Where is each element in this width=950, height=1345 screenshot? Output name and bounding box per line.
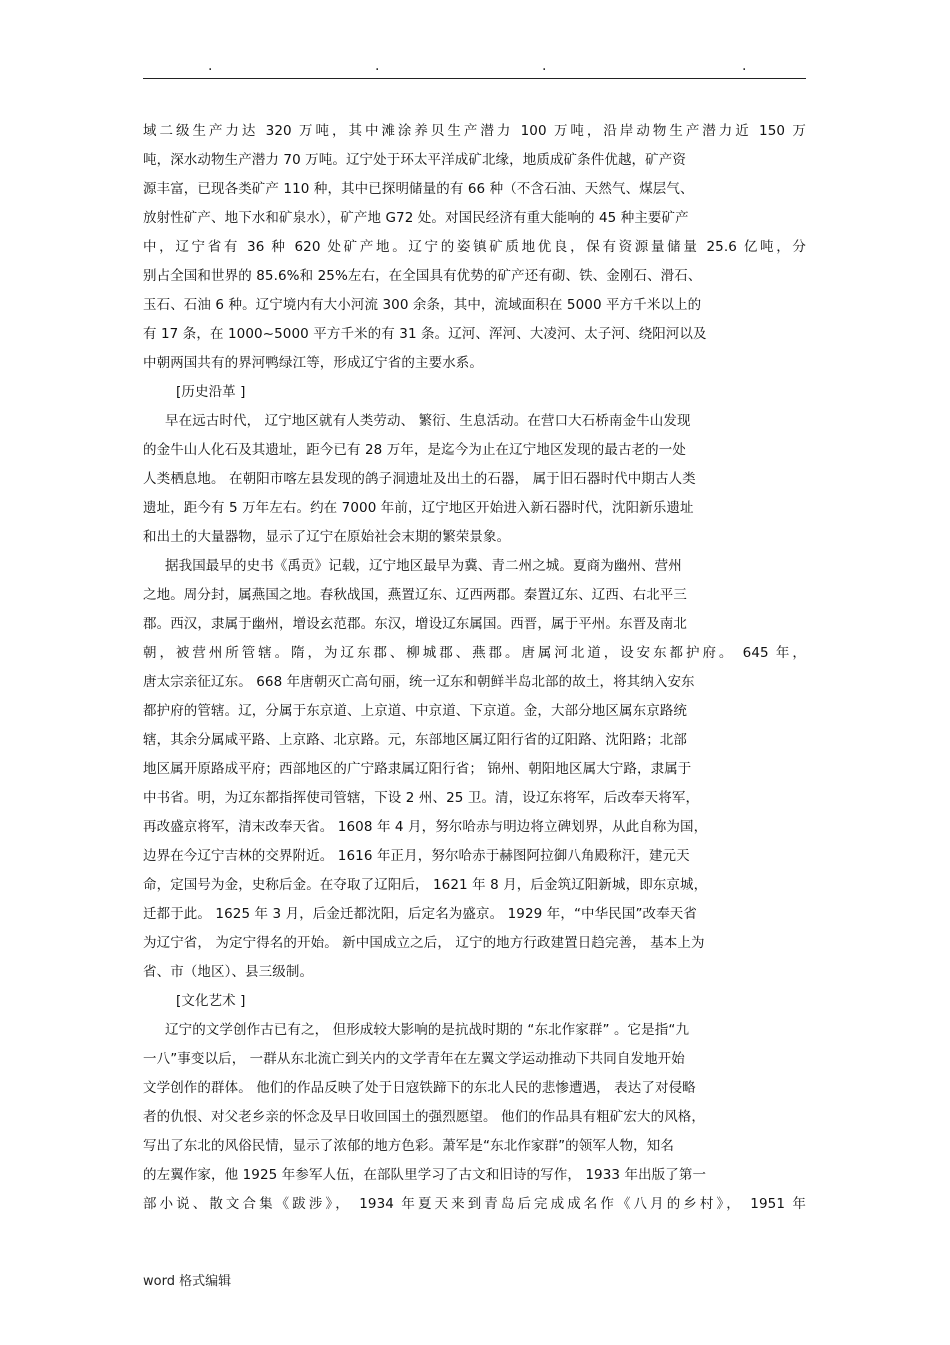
text-line: 中朝两国共有的界河鸭绿江等，形成辽宁省的主要水系。 [143,355,483,371]
text-line: 地区属开原路成平府；西部地区的广宁路隶属辽阳行省； 锦州、朝阳地区属大宁路，隶属于 [143,761,692,777]
text-line: 一八”事变以后， 一群从东北流亡到关内的文学青年在左翼文学运动推动下共同自发地开始 [143,1051,685,1067]
text-line: 域二级生产力达 320 万吨，其中滩涂养贝生产潜力 100 万吨，沿岸动物生产潜力近 150 万 [143,123,806,139]
text-line: 都护府的管辖。辽，分属于东京道、上京道、中京道、下京道。金，大部分地区属东京路统 [143,703,687,719]
text-line: 遗址，距今有 5 万年左右。约在 7000 年前，辽宁地区开始进入新石器时代，沈阳新乐遗址 [143,500,694,516]
text-line: 为辽宁省， 为定宁得名的开始。 新中国成立之后， 辽宁的地方行政建置日趋完善， 基本上为 [143,935,705,951]
text-line: 省、市（地区）、县三级制。 [143,964,314,980]
text-line: 部小说、散文合集《跋涉》， 1934 年夏天来到青岛后完成成名作《八月的乡村》， 1951 年 [143,1196,806,1212]
text-line: 中，辽宁省有 36 种 620 处矿产地。辽宁的姿镇矿质地优良，保有资源量储量 25.6 亿吨，分 [143,239,806,255]
text-line: 早在远古时代， 辽宁地区就有人类劳动、 繁衍、生息活动。在营口大石桥南金牛山发现 [165,413,691,429]
text-line: 有 17 条，在 1000~5000 平方千米的有 31 条。辽河、浑河、大凌河、太子河、绕阳河以及 [143,326,707,342]
text-line: 唐太宗亲征辽东。 668 年唐朝灭亡高句丽，统一辽东和朝鲜半岛北部的故土，将其纳入安东 [143,674,695,690]
header-rule [143,78,806,79]
text-line: 的金牛山人化石及其遗址，距今已有 28 万年，是迄今为止在辽宁地区发现的最古老的一处 [143,442,686,458]
text-line: 吨，深水动物生产潜力 70 万吨。辽宁处于环太平洋成矿北缘，地质成矿条件优越，矿产资 [143,152,686,168]
text-line: 人类栖息地。 在朝阳市喀左县发现的鸽子洞遗址及出土的石器， 属于旧石器时代中期古人类 [143,471,696,487]
text-line: 辽宁的文学创作古已有之， 但形成较大影响的是抗战时期的 “东北作家群” 。它是指“九 [165,1022,690,1038]
header-dot: . [375,58,380,74]
header-dot: . [208,58,213,74]
text-line: 辖，其余分属咸平路、上京路、北京路。元，东部地区属辽阳行省的辽阳路、沈阳路；北部 [143,732,687,748]
text-line: 迁都于此。 1625 年 3 月，后金迁都沈阳，后定名为盛京。 1929 年，“中华民国”改奉天省 [143,906,697,922]
text-line: 朝，被营州所管辖。隋，为辽东郡、柳城郡、燕郡。唐属河北道，设安东都护府。 645 年， [143,645,806,661]
text-line: 玉石、石油 6 种。辽宁境内有大小河流 300 余条，其中，流域面积在 5000 平方千米以上的 [143,297,702,313]
text-line: 文学创作的群体。 他们的作品反映了处于日寇铁蹄下的东北人民的悲惨遭遇， 表达了对侵略 [143,1080,696,1096]
text-line: 据我国最早的史书《禹贡》记载，辽宁地区最早为冀、青二州之城。夏商为幽州、营州 [165,558,682,574]
footer-label: word 格式编辑 [143,1274,232,1289]
text-line: 的左翼作家，他 1925 年参军人伍，在部队里学习了古文和旧诗的写作， 1933 年出版了第一 [143,1167,707,1183]
text-line: 再改盛京将军，清末改奉天省。 1608 年 4 月，努尔哈赤与明边将立碑划界，从此自称为国， [143,819,708,835]
text-line: 写出了东北的风俗民情，显示了浓郁的地方色彩。萧军是“东北作家群”的领军人物，知名 [143,1138,674,1154]
text-line: 边界在今辽宁吉林的交界附近。 1616 年正月，努尔哈赤于赫图阿拉御八角殿称汗，建元天 [143,848,690,864]
document-body [143,117,806,1219]
text-line: 之地。周分封，属燕国之地。春秋战国，燕置辽东、辽西两郡。秦置辽东、辽西、右北平三 [143,587,687,603]
text-line: 源丰富，已现各类矿产 110 种，其中已探明储量的有 66 种（不含石油、天然气、煤层气、 [143,181,694,197]
header-dot: . [742,58,747,74]
text-line: 郡。西汉，隶属于幽州，增设玄范郡。东汉，增设辽东属国。西晋，属于平州。东晋及南北 [143,616,687,632]
header-dots [0,56,950,76]
text-line: 中书省。明，为辽东都指挥使司管辖，下设 2 州、25 卫。清，设辽东将军，后改奉天将军， [143,790,700,806]
text-line: 命，定国号为金，史称后金。在夺取了辽阳后， 1621 年 8 月，后金筑辽阳新城，即东京城， [143,877,708,893]
text-line: 别占全国和世界的 85.6%和 25%左右，在全国具有优势的矿产还有砌、铁、金刚石、滑石、 [143,268,702,284]
text-line: 放射性矿产、地下水和矿泉水），矿产地 G72 处。对国民经济有重大能响的 45 种主要矿产 [143,210,689,226]
text-line: 者的仇恨、对父老乡亲的怀念及早日收回国土的强烈愿望。 他们的作品具有粗矿宏大的风格， [143,1109,705,1125]
section-heading: [文化艺术 ] [176,993,246,1009]
header-dot: . [542,58,547,74]
text-line: 和出土的大量器物，显示了辽宁在原始社会末期的繁荣景象。 [143,529,511,545]
section-heading: [历史沿革 ] [176,384,246,400]
